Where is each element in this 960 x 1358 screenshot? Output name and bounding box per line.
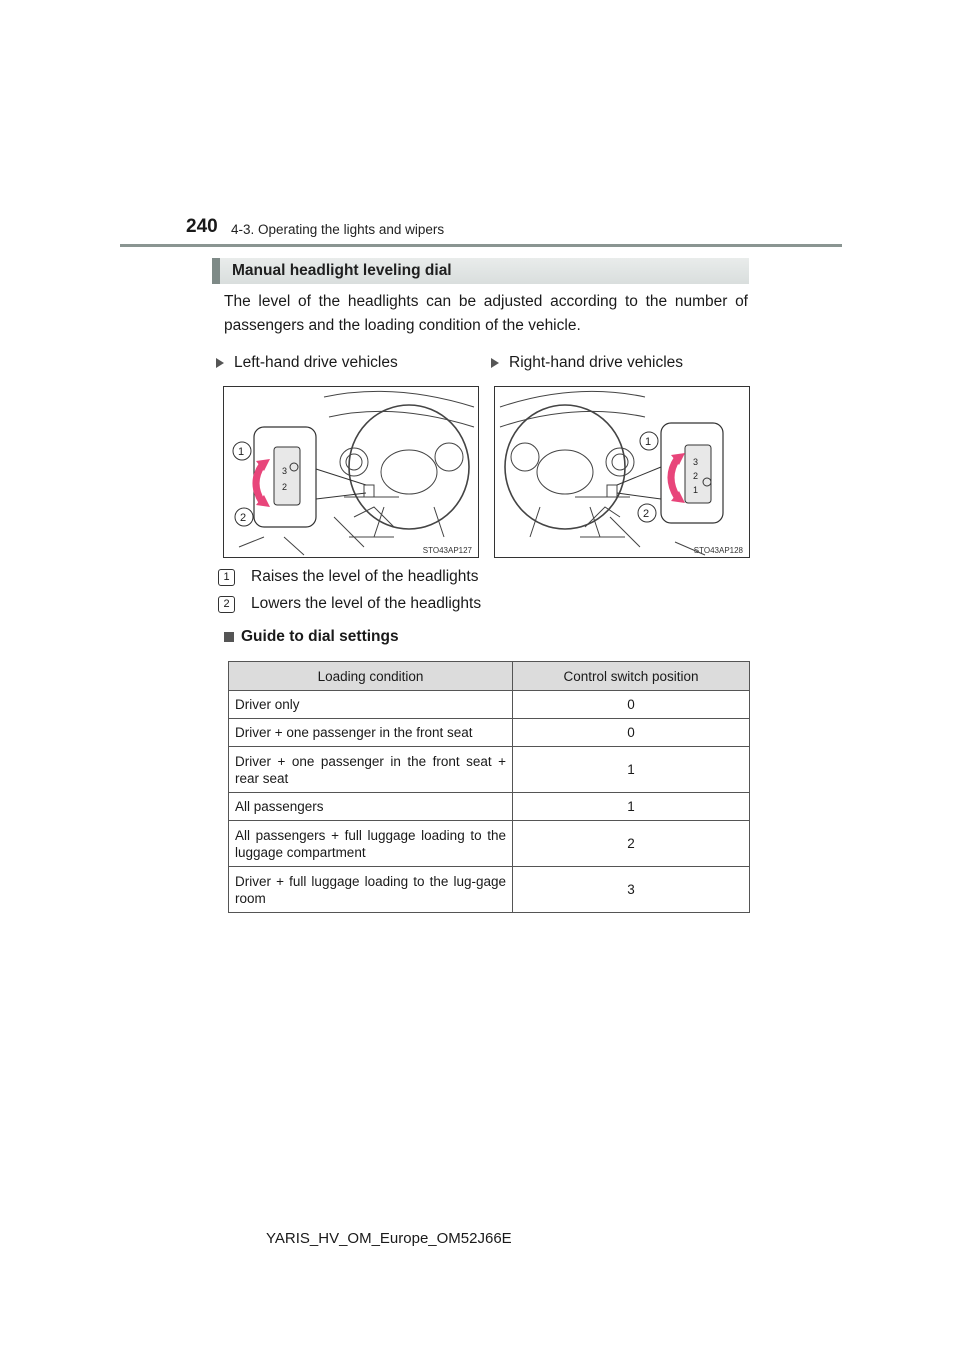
dial-mark: 3 [693,457,699,467]
left-caption-text: Left-hand drive vehicles [234,354,398,371]
switch-position-cell: 0 [513,691,750,719]
switch-position-cell: 3 [513,867,750,913]
switch-position-cell: 2 [513,821,750,867]
step-number: 2 [218,596,235,613]
step-number: 1 [218,569,235,586]
loading-condition-cell: All passengers [229,793,513,821]
dial-mark: 2 [693,471,699,481]
switch-position-cell: 1 [513,793,750,821]
right-caption-text: Right-hand drive vehicles [509,354,684,371]
callout-label: 2 [240,512,247,524]
table-row [229,747,750,793]
loading-condition-cell: All passengers + full luggage loading to the luggage compartment [229,821,513,867]
section-heading-text: Manual headlight leveling dial [232,262,452,279]
dial-mark: 3 [282,466,288,476]
callout-label: 1 [645,436,652,448]
section-title: 4-3. Operating the lights and wipers [231,222,445,237]
column-header: Loading condition [229,662,513,691]
figure-code: STO43AP127 [422,546,472,555]
table-row [229,719,750,747]
dial-settings-table [228,661,750,913]
left-caption [216,354,398,372]
table-header-row [229,662,750,691]
square-bullet-icon [224,632,234,642]
step-lower [218,595,481,613]
figure-code: STO43AP128 [693,546,743,555]
loading-condition-cell: Driver only [229,691,513,719]
loading-condition-cell: Driver + one passenger in the front seat [229,719,513,747]
step-raise [218,568,478,586]
switch-position-cell: 1 [513,747,750,793]
header-rule [120,244,842,247]
right-hand-drive-illustration [494,386,750,558]
guide-heading-text: Guide to dial settings [241,628,399,645]
document-id: YARIS_HV_OM_Europe_OM52J66E [266,1230,512,1247]
table-row [229,867,750,913]
dashboard-illustration [224,387,479,558]
column-header: Control switch position [513,662,750,691]
right-caption [491,354,683,372]
table-row [229,691,750,719]
intro-paragraph: The level of the headlights can be adjusted according to the number of passengers and the loading condition of the vehicle. [224,293,748,334]
loading-condition-cell: Driver + one passenger in the front seat + rear seat [229,747,513,793]
triangle-bullet-icon [491,358,499,368]
table-row [229,793,750,821]
callout-label: 2 [643,508,650,520]
step-text: Lowers the level of the headlights [251,595,482,612]
loading-condition-cell: Driver + full luggage loading to the lug-gage room [229,867,513,913]
guide-heading [224,628,399,646]
dashboard-illustration [495,387,750,558]
page-number: 240 [186,216,218,237]
section-heading [212,258,749,284]
dial-mark: 2 [282,482,288,492]
step-text: Raises the level of the headlights [251,568,479,585]
triangle-bullet-icon [216,358,224,368]
dial-mark: 1 [693,485,699,495]
table-row [229,821,750,867]
switch-position-cell: 0 [513,719,750,747]
left-hand-drive-illustration [223,386,479,558]
callout-label: 1 [238,446,245,458]
